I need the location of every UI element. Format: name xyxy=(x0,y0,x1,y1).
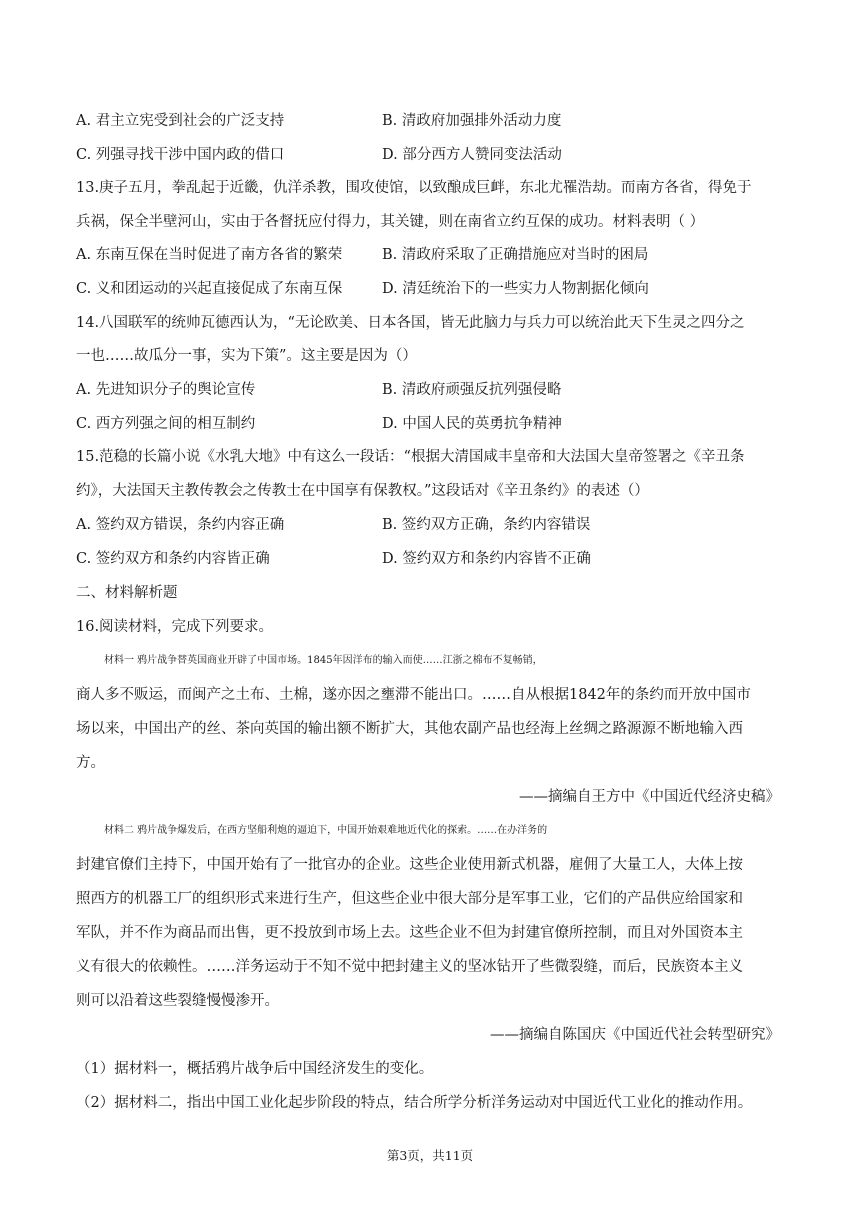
material1-source: ——摘编自王方中《中国近代经济史稿》 xyxy=(519,789,780,805)
q15-option-c: C. 签约双方和条约内容皆正确 xyxy=(76,551,270,567)
material2-line3: 照西方的机器工厂的组织形式来进行生产，但这些企业中很大部分是军事工业，它们的产品供应给国家和 xyxy=(76,891,743,907)
q12-option-b: B. 清政府加强排外活动力度 xyxy=(382,113,562,129)
q14-option-b: B. 清政府顽强反抗列强侵略 xyxy=(382,382,562,398)
q13-option-c: C. 义和团运动的兴起直接促成了东南互保 xyxy=(76,281,343,297)
material1-line3: 场以来，中国出产的丝、茶向英国的输出额不断扩大，其他农副产品也经海上丝绸之路源源不断地输入西 xyxy=(76,721,743,737)
q13-stem-line1: 13.庚子五月，拳乱起于近畿，仇洋杀教，围攻使馆，以致酿成巨衅，东北尤罹浩劫。而南方各省，得免于 xyxy=(76,180,752,196)
q13-stem-line2: 兵祸，保全半壁河山，实由于各督抚应付得力，其关键，则在南省立约互保的成功。材料表明（ ） xyxy=(76,214,705,230)
q13-option-d: D. 清廷统治下的一些实力人物割据化倾向 xyxy=(382,281,649,297)
q14-option-d: D. 中国人民的英勇抗争精神 xyxy=(382,416,562,432)
q13-option-a: A. 东南互保在当时促进了南方各省的繁荣 xyxy=(76,247,343,263)
q16-stem: 16.阅读材料，完成下列要求。 xyxy=(76,619,274,635)
requirement-1: （1）据材料一，概括鸦片战争后中国经济发生的变化。 xyxy=(76,1061,434,1077)
section-heading: 二、材料解析题 xyxy=(76,585,178,601)
q15-option-b: B. 签约双方正确，条约内容错误 xyxy=(382,517,591,533)
page-number: 第3页，共11页 xyxy=(386,1148,474,1163)
material1-line1: 材料一 鸦片战争替英国商业开辟了中国市场。1845年因洋布的输入而使……江浙之棉布不复畅销， xyxy=(104,655,543,666)
requirement-2: （2）据材料二，指出中国工业化起步阶段的特点，结合所学分析洋务运动对中国近代工业化的推动作用。 xyxy=(76,1095,753,1111)
q15-stem-line1: 15.范稳的长篇小说《水乳大地》中有这么一段话：“根据大清国咸丰皇帝和大法国大皇帝签署之《辛丑条 xyxy=(76,449,745,465)
material2-line5: 义有很大的依赖性。……洋务运动于不知不觉中把封建主义的坚冰钻开了些微裂缝，而后，民族资本主义 xyxy=(76,959,743,975)
material2-line2: 封建官僚们主持下，中国开始有了一批官办的企业。这些企业使用新式机器，雇佣了大量工人，大体上按 xyxy=(76,857,743,873)
q14-stem-line1: 14.八国联军的统帅瓦德西认为，“无论欧美、日本各国，皆无此脑力与兵力可以统治此天下生灵之四分之 xyxy=(76,315,745,331)
q15-option-a: A. 签约双方错误，条约内容正确 xyxy=(76,517,285,533)
material2-line6: 则可以沿着这些裂缝慢慢渗开。 xyxy=(76,993,279,1009)
material2-line4: 军队，并不作为商品而出售，更不投放到市场上去。这些企业不但为封建官僚所控制，而且对外国资本主 xyxy=(76,925,743,941)
q12-option-c: C. 列强寻找干涉中国内政的借口 xyxy=(76,147,285,163)
q14-stem-line2: 一也……故瓜分一事，实为下策”。这主要是因为（） xyxy=(76,348,417,364)
q13-option-b: B. 清政府采取了正确措施应对当时的困局 xyxy=(382,247,649,263)
material2-line1: 材料二 鸦片战争爆发后，在西方坚船利炮的逼迫下，中国开始艰难地近代化的探索。……在办洋务的 xyxy=(104,825,548,836)
material1-line4: 方。 xyxy=(76,755,105,771)
material1-line2: 商人多不贩运，而闽产之土布、土棉，遂亦因之壅滞不能出口。……自从根据1842年的条约而开放中国市 xyxy=(76,687,751,703)
q15-option-d: D. 签约双方和条约内容皆不正确 xyxy=(382,551,591,567)
q12-option-a: A. 君主立宪受到社会的广泛支持 xyxy=(76,113,285,129)
q15-stem-line2: 约》，大法国天主教传教会之传教士在中国享有保教权。”这段话对《辛丑条约》的表述（） xyxy=(76,483,649,499)
material2-source: ——摘编自陈国庆《中国近代社会转型研究》 xyxy=(490,1027,780,1043)
q14-option-a: A. 先进知识分子的舆论宣传 xyxy=(76,382,256,398)
q12-option-d: D. 部分西方人赞同变法活动 xyxy=(382,147,562,163)
q14-option-c: C. 西方列强之间的相互制约 xyxy=(76,416,256,432)
